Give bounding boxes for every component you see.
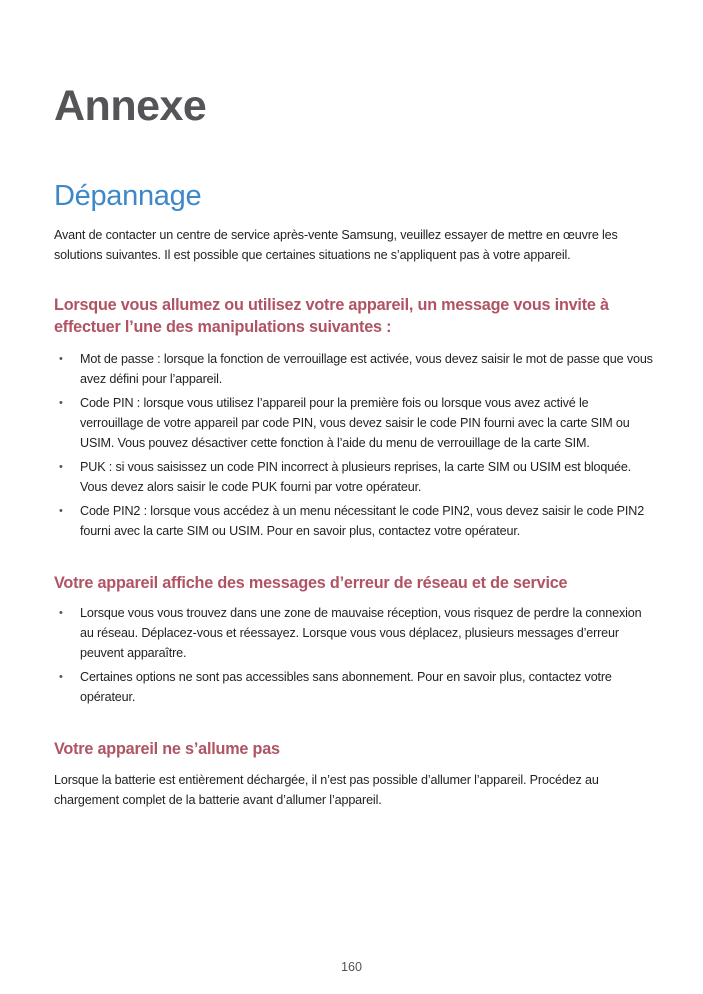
list-item-text: Code PIN : lorsque vous utilisez l’appareil pour la première fois ou lorsque vous avez activé le verrouillage de votre appareil par code PIN, vous devez saisir le code PIN fourni avec la carte SIM ou USIM. Vous pouvez désactiver cette fonction à l’aide du menu de verrouillage de la carte SIM. [80, 396, 630, 450]
unlock-prompts-list [54, 349, 654, 545]
bullet-icon: • [59, 505, 63, 517]
list-item [54, 667, 654, 707]
subsection-heading-unlock-prompts: Lorsque vous allumez ou utilisez votre appareil, un message vous invite à effectuer l’une des manipulations suivantes : [54, 296, 609, 336]
list-item [54, 603, 654, 663]
power-on-paragraph: Lorsque la batterie est entièrement déchargée, il n’est pas possible d’allumer l’appareil. Procédez au chargement complet de la batterie avant d’allumer l’appareil. [54, 773, 599, 807]
bullet-icon: • [59, 461, 63, 473]
list-item-text: Code PIN2 : lorsque vous accédez à un menu nécessitant le code PIN2, vous devez saisir le code PIN2 fourni avec la carte SIM ou USIM. Pour en savoir plus, contactez votre opérateur. [80, 504, 645, 538]
list-item [54, 501, 654, 541]
subsection-heading-network-errors: Votre appareil affiche des messages d’erreur de réseau et de service [54, 574, 568, 592]
bullet-icon: • [59, 607, 63, 619]
bullet-icon: • [59, 671, 63, 683]
chapter-title: Annexe [54, 82, 207, 130]
list-item-text: Lorsque vous vous trouvez dans une zone de mauvaise réception, vous risquez de perdre la connexion au réseau. Déplacez-vous et réessayez. Lorsque vous vous déplacez, plusieurs messages d’erreur peuvent apparaître. [80, 606, 642, 660]
list-item [54, 349, 654, 389]
list-item-text: Mot de passe : lorsque la fonction de verrouillage est activée, vous devez saisir le mot de passe que vous avez défini pour l’appareil. [80, 352, 653, 386]
section-title: Dépannage [54, 180, 202, 212]
list-item [54, 457, 654, 497]
list-item-text: PUK : si vous saisissez un code PIN incorrect à plusieurs reprises, la carte SIM ou USIM est bloquée. Vous devez alors saisir le code PUK fourni par votre opérateur. [80, 460, 632, 494]
list-item [54, 393, 654, 453]
bullet-icon: • [59, 353, 63, 365]
list-item-text: Certaines options ne sont pas accessibles sans abonnement. Pour en savoir plus, contactez votre opérateur. [80, 670, 612, 704]
section-intro: Avant de contacter un centre de service après-vente Samsung, veuillez essayer de mettre en œuvre les solutions suivantes. Il est possible que certaines situations ne s’appliquent pas à votre appareil. [54, 228, 618, 262]
bullet-icon: • [59, 397, 63, 409]
page-number: 160 [340, 960, 362, 974]
network-errors-list [54, 603, 654, 711]
subsection-heading-power-on: Votre appareil ne s’allume pas [54, 740, 280, 758]
